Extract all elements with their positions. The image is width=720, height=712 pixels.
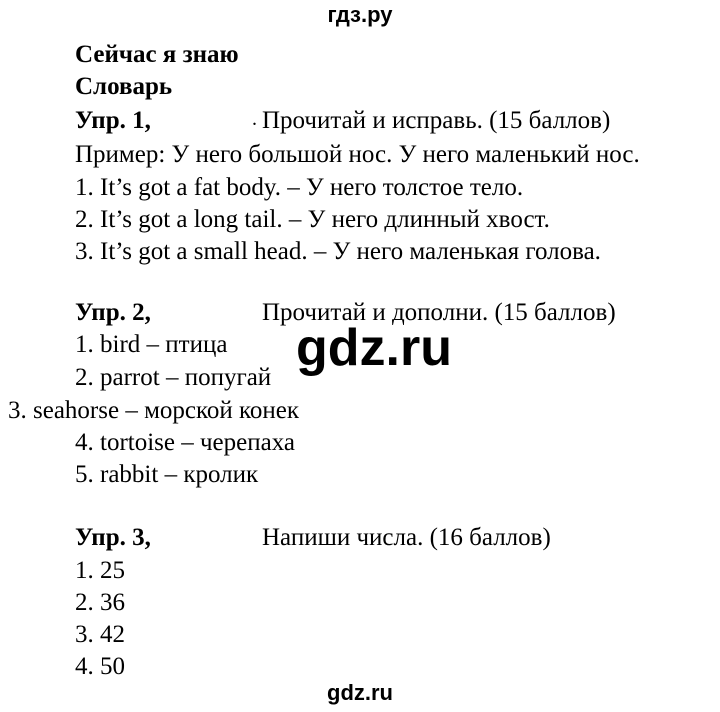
exercise-1-instruction: Прочитай и исправь. (15 баллов) bbox=[262, 107, 611, 134]
exercise-2-answer: 1. bird – птица bbox=[75, 331, 228, 358]
exercise-2-answer: 4. tortoise – черепаха bbox=[75, 429, 295, 456]
exercise-3-answer: 3. 42 bbox=[75, 621, 125, 648]
exercise-3-answer: 2. 36 bbox=[75, 589, 125, 616]
center-watermark: gdz.ru bbox=[296, 319, 452, 377]
exercise-3-instruction: Напиши числа. (16 баллов) bbox=[262, 524, 551, 551]
exercise-1-answer: 3. It’s got a small head. – У него маленькая голова. bbox=[75, 238, 601, 265]
exercise-1-answer: 1. It’s got a fat body. – У него толстое тело. bbox=[75, 174, 524, 201]
exercise-2-answer: 5. rabbit – кролик bbox=[75, 461, 259, 488]
exercise-1-answer: 2. It’s got a long tail. – У него длинный хвост. bbox=[75, 206, 550, 233]
exercise-2-answer: 2. parrot – попугай bbox=[75, 364, 272, 391]
exercise-1-label: Упр. 1, bbox=[75, 107, 151, 134]
exercise-3-answer: 4. 50 bbox=[75, 653, 125, 680]
footer-watermark: gdz.ru bbox=[327, 680, 393, 705]
page-subtitle: Словарь bbox=[75, 73, 173, 100]
exercise-2-answer: 3. seahorse – морской конек bbox=[8, 397, 299, 424]
site-header-watermark: гдз.ру bbox=[327, 2, 393, 27]
exercise-3-answer: 1. 25 bbox=[75, 557, 125, 584]
exercise-3-label: Упр. 3, bbox=[75, 524, 151, 551]
page-title: Сейчас я знаю bbox=[75, 41, 239, 68]
exercise-1-mark: . bbox=[252, 108, 257, 130]
exercise-1-example: Пример: У него большой нос. У него маленький нос. bbox=[75, 141, 640, 168]
exercise-2-instruction: Прочитай и дополни. (15 баллов) bbox=[262, 299, 616, 326]
exercise-2-label: Упр. 2, bbox=[75, 299, 151, 326]
